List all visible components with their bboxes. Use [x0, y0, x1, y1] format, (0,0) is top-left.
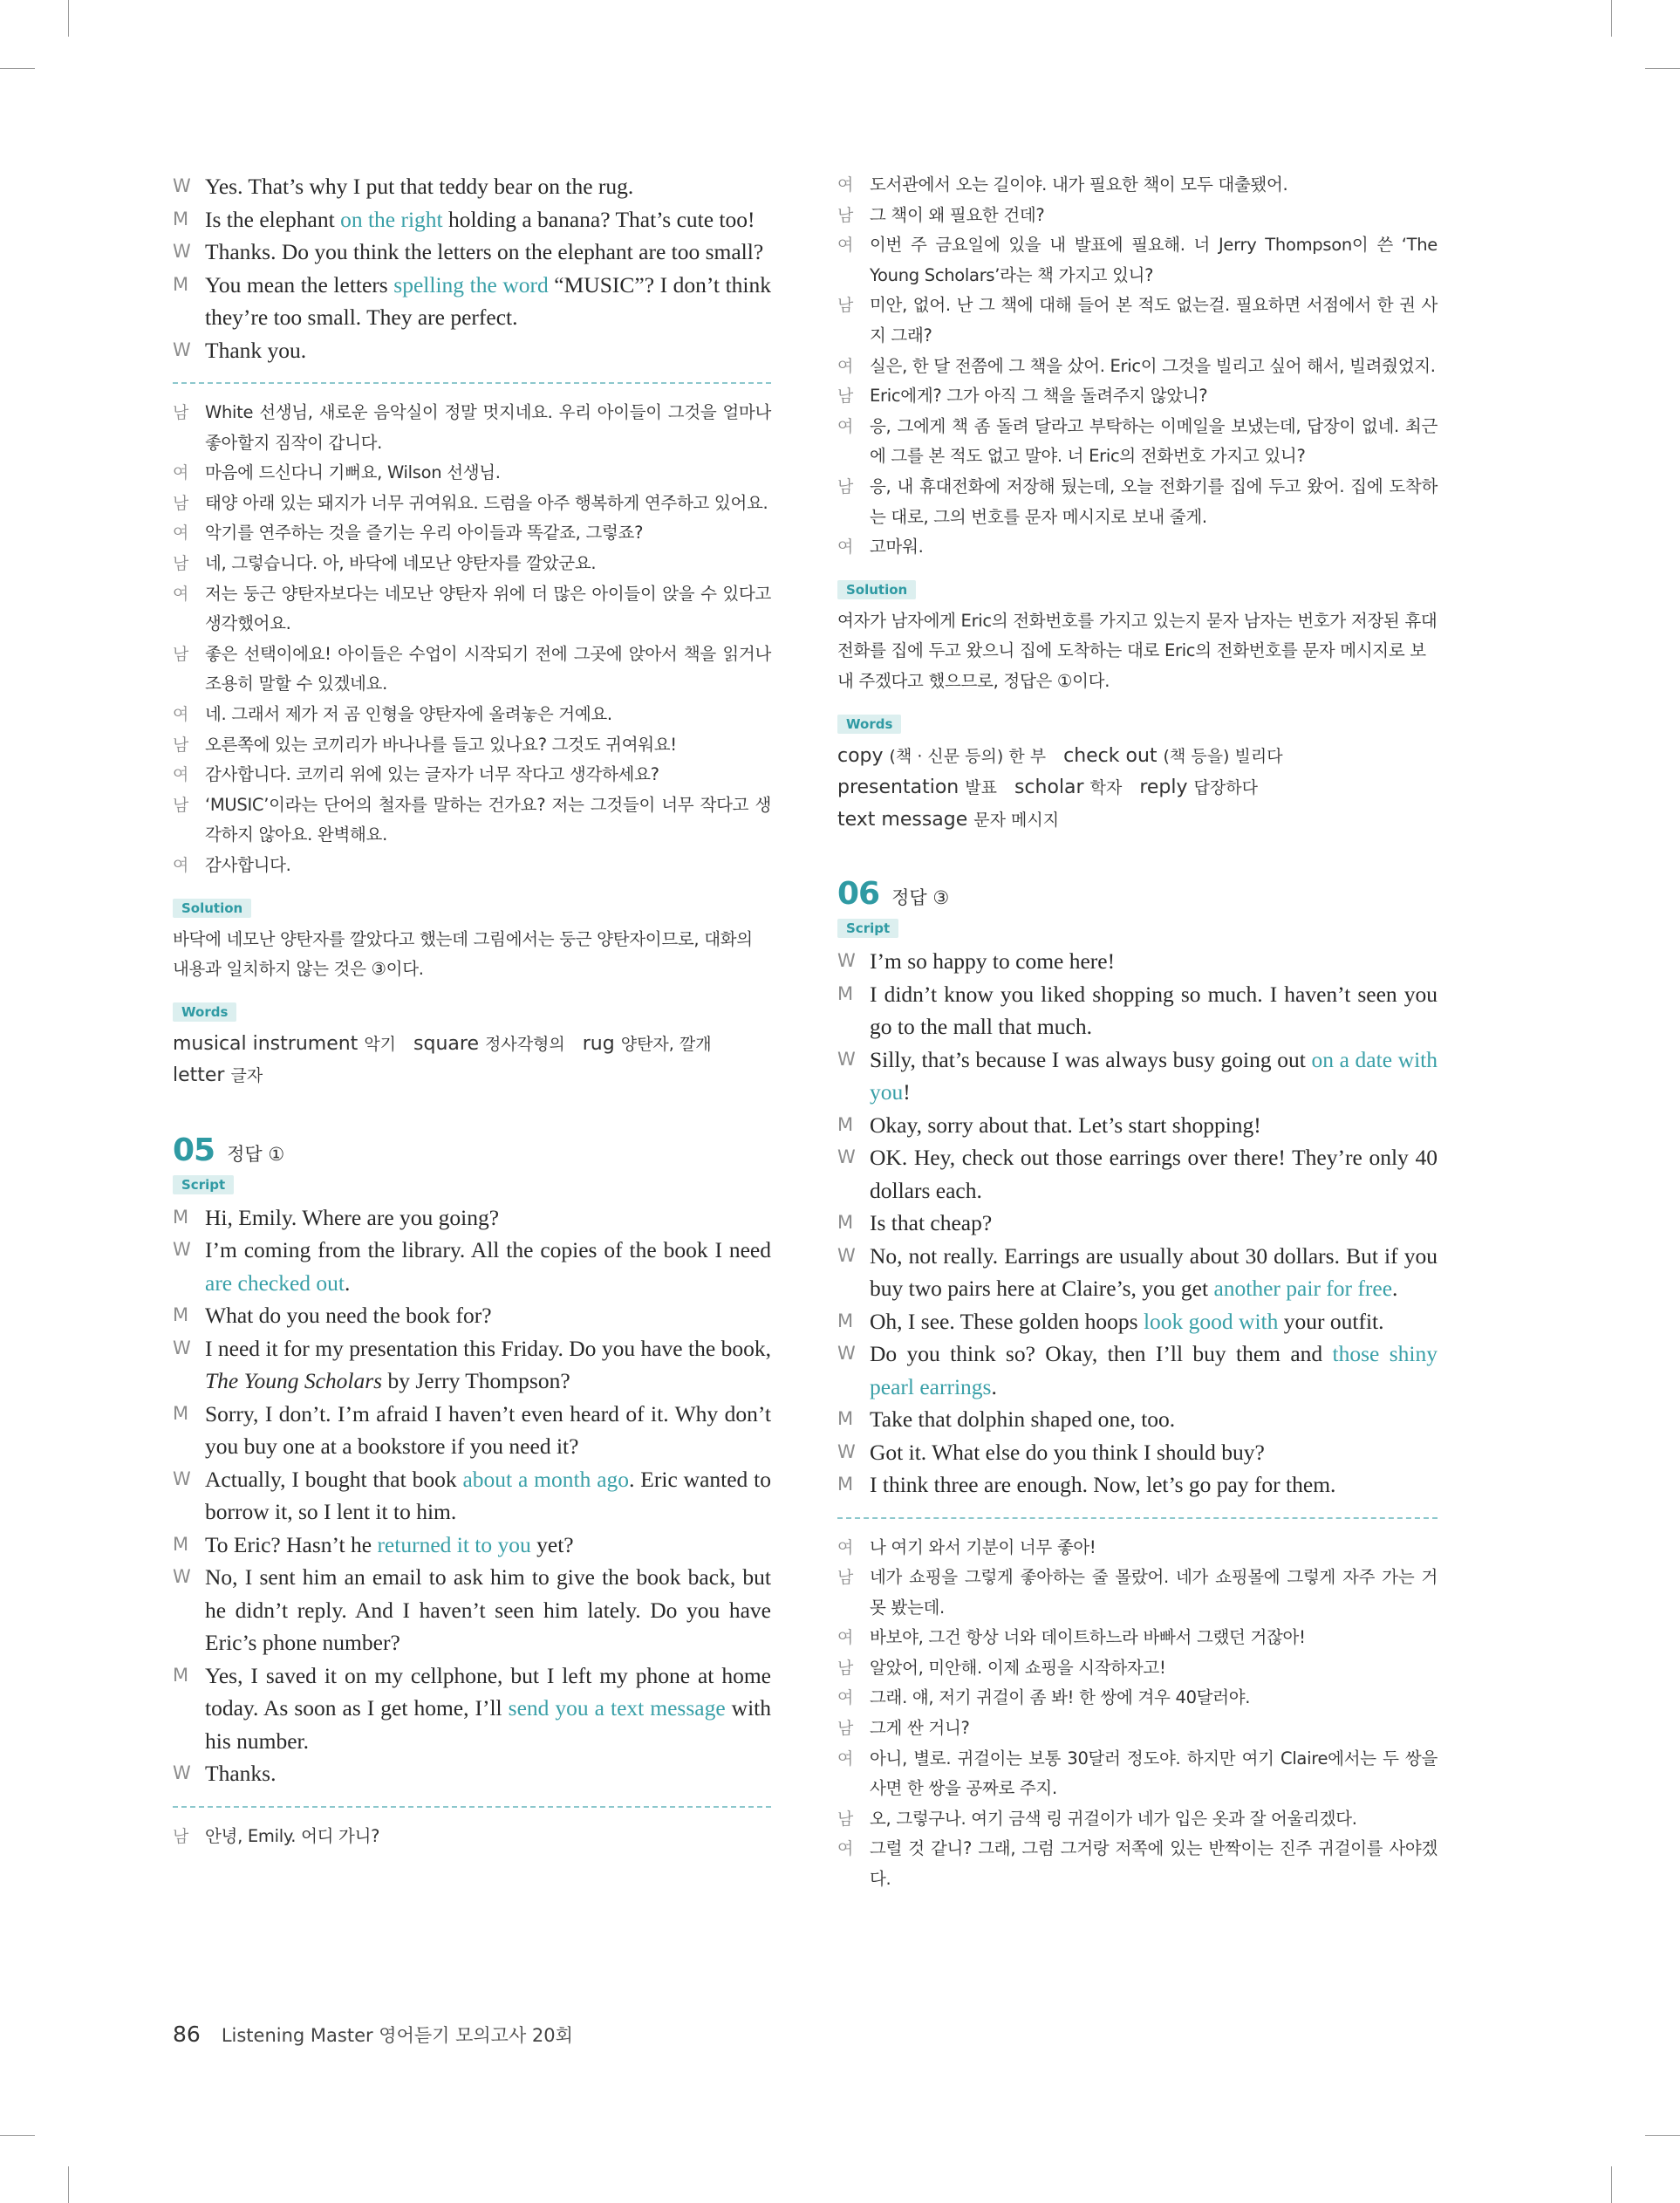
speaker-label: 남 [837, 296, 854, 316]
word-meaning: (책 · 신문 등의) 한 부 [889, 746, 1047, 766]
translation-text: 아니, 별로. 귀걸이는 보통 30달러 정도야. 하지만 여기 Claire에서는 두 쌍을 사면 한 쌍을 공짜로 주지. [870, 1748, 1438, 1799]
solution-label: Solution [173, 899, 251, 918]
speaker-label: M [173, 1664, 189, 1686]
key-phrase: about a month ago [462, 1466, 630, 1492]
script [173, 1201, 771, 1790]
translation-text: 미안, 없어. 난 그 책에 대해 들어 본 적도 없는걸. 필요하면 서점에서 한 권 사지 그래? [870, 295, 1438, 346]
dialog-text: Is the elephant [205, 206, 341, 232]
translation-text: 마음에 드신다니 기뻐요, Wilson 선생님. [205, 462, 501, 483]
dialog-text: . [1392, 1276, 1398, 1301]
translation-line [837, 1804, 1438, 1835]
translation-text: 그 책이 왜 필요한 건데? [870, 204, 1045, 225]
dialog-line [173, 334, 771, 367]
translation-text: 응, 그에게 책 좀 돌려 달라고 부탁하는 이메일을 보냈는데, 답장이 없네. 최근에 그를 본 적도 없고 말야. 너 Eric의 전화번호 가지고 있니? [870, 415, 1438, 467]
key-phrase: are checked out [205, 1269, 345, 1296]
dialog-text: Hi, Emily. Where are you going? [205, 1204, 500, 1230]
words-list [173, 1029, 771, 1092]
speaker-label: W [173, 1566, 191, 1588]
translation-line [173, 730, 771, 761]
dialog-text: Thanks. Do you think the letters on the elephant are too small? [205, 239, 764, 264]
translation-line [173, 700, 771, 730]
page-number: 86 [173, 2022, 201, 2047]
translation-text: 저는 둥근 양탄자보다는 네모난 양탄자 위에 더 많은 아이들이 앉을 수 있다고 생각했어요. [205, 583, 771, 634]
speaker-label: 여 [837, 537, 854, 558]
key-phrase: spelling the word [393, 271, 549, 298]
dialog-text: Silly, that’s because I was always busy going out [870, 1046, 1312, 1072]
speaker-label: 여 [173, 463, 189, 483]
word-meaning: 정사각형의 [484, 1034, 565, 1054]
translation-text: 안녕, Emily. 어디 가니? [205, 1825, 380, 1846]
dialog-line [837, 1109, 1438, 1142]
translation-line [837, 1683, 1438, 1714]
translation-line [837, 472, 1438, 532]
speaker-label: M [837, 1212, 854, 1233]
speaker-label: 남 [837, 1719, 854, 1739]
speaker-label: W [173, 1337, 191, 1358]
words-row [837, 804, 1438, 837]
speaker-label: M [837, 1474, 854, 1495]
speaker-label: 여 [837, 1748, 854, 1769]
dialog-text: I need it for my presentation this Friday. Do you have the book, [205, 1335, 771, 1361]
speaker-label: 여 [837, 416, 854, 436]
speaker-label: 여 [173, 584, 189, 604]
translation-line [173, 760, 771, 790]
translation-text: 알았어, 미안해. 이제 쇼핑을 시작하자고! [870, 1657, 1166, 1678]
word-meaning: 글자 [230, 1066, 263, 1086]
dialog-line [173, 1529, 771, 1562]
speaker-label: W [837, 950, 856, 971]
dialog-text: your outfit. [1278, 1308, 1384, 1334]
speaker-label: M [173, 208, 189, 229]
word-meaning: 답장하다 [1193, 778, 1258, 797]
crop-mark [1611, 2166, 1612, 2203]
speaker-label: 여 [173, 523, 189, 544]
translation-text: White 선생님, 새로운 음악실이 정말 멋지네요. 우리 아이들이 그것을 얼마나 좋아할지 짐작이 갑니다. [205, 402, 771, 453]
dialog-line [837, 1141, 1438, 1207]
dialog-text: . Eric wanted to borrow it, so I lent it to him. [205, 1466, 772, 1525]
dialog-line [173, 1398, 771, 1463]
translation-text: 나 여기 와서 기분이 너무 좋아! [870, 1536, 1096, 1557]
translation-line [837, 1744, 1438, 1804]
dialog-text: Thanks. [205, 1761, 277, 1787]
dialog-text: Thank you. [205, 337, 307, 363]
translation [173, 398, 771, 881]
speaker-label: 남 [837, 476, 854, 496]
dialog-text: Got it. What else do you think I should buy? [870, 1439, 1265, 1465]
translation-line [173, 790, 771, 851]
speaker-label: 남 [173, 735, 189, 755]
translation-line [837, 532, 1438, 563]
speaker-label: 남 [173, 644, 189, 664]
dialog-line [173, 1757, 771, 1790]
dialog-text: Do you think so? Okay, then I’ll buy them and [870, 1341, 1333, 1366]
translation-text: 고마워. [870, 537, 924, 558]
translation-text: 이번 주 금요일에 있을 내 발표에 필요해. 너 Jerry Thompson이 쓴 ‘The Young Scholars’라는 책 가지고 있니? [870, 235, 1438, 285]
speaker-label: 남 [837, 1658, 854, 1678]
dialog-line [173, 1659, 771, 1758]
translation-text: 도서관에서 오는 길이야. 내가 필요한 책이 모두 대출됐어. [870, 174, 1288, 195]
translation-text: 실은, 한 달 전쯤에 그 책을 샀어. Eric이 그것을 빌리고 싶어 해서, 빌려줬었지. [870, 355, 1436, 376]
translation-line [173, 549, 771, 579]
word-term: musical instrument [173, 1032, 359, 1055]
words-row [837, 741, 1438, 773]
translation-text: 감사합니다. 코끼리 위에 있는 글자가 너무 작다고 생각하세요? [205, 764, 659, 785]
crop-mark [0, 68, 35, 69]
dialog-line [837, 1338, 1438, 1403]
dialog-text: ! [903, 1079, 911, 1105]
words-row [837, 772, 1438, 804]
speaker-label: W [173, 241, 191, 262]
word-meaning: 양탄자, 깔개 [620, 1034, 712, 1054]
translation-line [173, 518, 771, 549]
speaker-label: W [837, 1048, 856, 1070]
question-header [173, 1132, 771, 1168]
translation-text: 오, 그렇구나. 여기 금색 링 귀걸이가 네가 입은 옷과 잘 어울리겠다. [870, 1808, 1357, 1829]
speaker-label: 여 [837, 175, 854, 195]
dialog-line [837, 978, 1438, 1043]
dialog-line [173, 269, 771, 334]
speaker-label: M [173, 1402, 189, 1424]
translation-line [173, 489, 771, 519]
translation-text: 악기를 연주하는 것을 즐기는 우리 아이들과 똑같죠, 그렇죠? [205, 523, 644, 544]
key-phrase: on the right [340, 206, 443, 232]
solution-label: Solution [837, 580, 916, 599]
word-term: check out [1063, 744, 1158, 767]
dialog-line [837, 1468, 1438, 1502]
speaker-label: M [173, 1206, 189, 1228]
dialog-text: No, not really. Earrings are usually about 30 dollars. But if you buy two pairs here at Claire’s, you get [870, 1242, 1438, 1301]
speaker-label: 여 [837, 1628, 854, 1648]
dialog-text: Sorry, I don’t. I’m afraid I haven’t even heard of it. Why don’t you buy one at a bookstore if you need it? [205, 1400, 771, 1460]
dialog-text: “MUSIC”? I don’t think they’re too small. They are perfect. [205, 271, 771, 330]
words-row [173, 1029, 771, 1061]
dialog-line [173, 203, 771, 236]
dialog-line [837, 1043, 1438, 1109]
translation-text: 네가 쇼핑을 그렇게 좋아하는 줄 몰랐어. 네가 쇼핑몰에 그렇게 자주 가는 거 못 봤는데. [870, 1567, 1438, 1618]
solution-text: 바닥에 네모난 양탄자를 깔았다고 했는데 그림에서는 둥근 양탄자이므로, 대화의 내용과 일치하지 않는 것은 ③이다. [173, 928, 753, 980]
translation-line [837, 412, 1438, 472]
script-continued [173, 170, 771, 366]
translation-line [173, 640, 771, 700]
dialog-text: OK. Hey, check out those earrings over there! They’re only 40 dollars each. [870, 1145, 1438, 1203]
words-list [837, 741, 1438, 837]
translation-line [837, 1623, 1438, 1653]
word-meaning: 발표 [965, 778, 997, 797]
translation-line [837, 1533, 1438, 1563]
speaker-label: 남 [173, 1826, 189, 1846]
translation-line [173, 1822, 771, 1852]
dialog-text: Actually, I bought that book [205, 1466, 463, 1492]
crop-mark [1611, 0, 1612, 37]
dialog-line [837, 1403, 1438, 1436]
translation-line [837, 291, 1438, 351]
speaker-label: W [837, 1146, 856, 1167]
dashed-divider [173, 382, 771, 384]
dialog-line [173, 1201, 771, 1235]
crop-mark [1645, 2135, 1680, 2136]
words-row [173, 1060, 771, 1092]
key-phrase: another pair for free [1213, 1276, 1393, 1301]
translation-text: 좋은 선택이에요! 아이들은 수업이 시작되기 전에 그곳에 앉아서 책을 읽거나 조용히 말할 수 있겠네요. [205, 643, 771, 694]
key-phrase: send you a text message [508, 1695, 726, 1721]
left-column [173, 170, 771, 1851]
speaker-label: 여 [837, 1688, 854, 1708]
speaker-label: 남 [837, 387, 854, 407]
words-label: Words [173, 1002, 236, 1022]
crop-mark [68, 0, 69, 37]
dialog-text: You mean the letters [205, 271, 394, 298]
translation-text: ‘MUSIC’이라는 단어의 철자를 말하는 건가요? 저는 그것들이 너무 작다고 생각하지 않아요. 완벽해요. [205, 794, 771, 845]
crop-mark [68, 2166, 69, 2203]
translation-line [837, 1834, 1438, 1894]
translation-text: 오른쪽에 있는 코끼리가 바나나를 들고 있나요? 그것도 귀여워요! [205, 734, 677, 755]
speaker-label: W [173, 175, 191, 196]
dashed-divider [837, 1517, 1438, 1519]
answer-label: 정답 ① [227, 1143, 285, 1165]
translation-text: 감사합니다. [205, 854, 291, 875]
dialog-line [837, 1240, 1438, 1305]
book-title: Listening Master 영어듣기 모의고사 20회 [221, 2025, 573, 2046]
translation-text: 그게 싼 거니? [870, 1718, 970, 1739]
dialog-line [837, 945, 1438, 978]
word-term: presentation [837, 777, 960, 798]
dialog-line [173, 1234, 771, 1299]
speaker-label: 여 [173, 765, 189, 785]
dialog-line [173, 236, 771, 269]
speaker-label: W [173, 1239, 191, 1261]
speaker-label: 남 [173, 403, 189, 422]
script [837, 945, 1438, 1502]
speaker-label: M [173, 1304, 189, 1326]
translation-line [837, 1653, 1438, 1684]
translation-line [837, 230, 1438, 291]
translation-line [837, 170, 1438, 201]
dialog-text: Okay, sorry about that. Let’s start shopping! [870, 1112, 1261, 1138]
dialog-text: Yes. That’s why I put that teddy bear on the rug. [205, 174, 634, 199]
translation-text: 응, 내 휴대전화에 저장해 뒀는데, 오늘 전화기를 집에 두고 왔어. 집에 도착하는 대로, 그의 번호를 문자 메시지로 보내 줄게. [870, 475, 1438, 527]
translation-text: 바보야, 그건 항상 너와 데이트하느라 바빠서 그랬던 거잖아! [870, 1627, 1306, 1648]
speaker-label: W [837, 1244, 856, 1266]
translation-line [837, 381, 1438, 412]
speaker-label: 남 [173, 553, 189, 573]
word-term: text message [837, 808, 968, 831]
speaker-label: M [837, 1408, 854, 1429]
dialog-text: Take that dolphin shaped one, too. [870, 1406, 1176, 1432]
key-phrase: on a date with you [870, 1046, 1438, 1105]
dialog-text: holding a banana? That’s cute too! [442, 206, 755, 232]
dialog-text: I’m so happy to come here! [870, 948, 1116, 974]
crop-mark [0, 2135, 35, 2136]
speaker-label: 여 [173, 855, 189, 875]
dialog-text: with his number. [205, 1695, 772, 1754]
speaker-label: 남 [173, 795, 189, 815]
dialog-line [173, 1332, 771, 1398]
word-meaning: 학자 [1089, 778, 1123, 797]
dialog-text: I think three are enough. Now, let’s go pay for them. [870, 1472, 1336, 1497]
dialog-text: I’m coming from the library. All the copies of the book I need [205, 1237, 771, 1263]
translation-text: 그래. 얘, 저기 귀걸이 좀 봐! 한 쌍에 겨우 40달러야. [870, 1687, 1251, 1708]
speaker-label: 여 [837, 1839, 854, 1859]
dialog-text: What do you need the book for? [205, 1303, 492, 1329]
dialog-line [173, 170, 771, 203]
dialog-text: . [345, 1269, 351, 1296]
dialog-text: To Eric? Hasn’t he [205, 1531, 378, 1557]
translation [837, 1533, 1438, 1895]
dialog-line [837, 1436, 1438, 1469]
speaker-label: W [173, 1468, 191, 1489]
translation-continued [837, 170, 1438, 563]
dialog-text: The Young Scholars [205, 1368, 383, 1394]
translation [173, 1822, 771, 1852]
dialog-text: Oh, I see. These golden hoops [870, 1308, 1144, 1334]
speaker-label: 여 [837, 356, 854, 376]
dialog-text: by Jerry Thompson? [382, 1368, 570, 1394]
translation-line [173, 851, 771, 881]
dashed-divider [173, 1806, 771, 1808]
dialog-text: No, I sent him an email to ask him to give the book back, but he didn’t reply. And I haven’t seen him lately. Do you have Eric’s phone number? [205, 1564, 771, 1656]
speaker-label: 여 [173, 704, 189, 724]
speaker-label: M [173, 273, 189, 295]
word-term: rug [582, 1032, 615, 1055]
word-term: copy [837, 744, 884, 767]
speaker-label: 여 [837, 1537, 854, 1557]
speaker-label: W [173, 339, 191, 360]
answer-label: 정답 ③ [891, 887, 950, 908]
right-column [837, 170, 1438, 1895]
key-phrase: returned it to you [377, 1531, 531, 1557]
speaker-label: M [837, 982, 854, 1004]
translation-text: 그럴 것 같니? 그래, 그럼 그거랑 저쪽에 있는 반짝이는 진주 귀걸이를 사야겠다. [870, 1838, 1438, 1890]
crop-mark [1645, 68, 1680, 69]
question-number: 05 [173, 1132, 215, 1168]
word-term: reply [1139, 777, 1188, 798]
word-meaning: 악기 [364, 1034, 397, 1054]
translation-text: 태양 아래 있는 돼지가 너무 귀여워요. 드럼을 아주 행복하게 연주하고 있어요. [205, 492, 768, 513]
speaker-label: 여 [837, 236, 854, 256]
dialog-text: . [991, 1373, 997, 1399]
translation-line [173, 579, 771, 640]
script-label: Script [173, 1175, 234, 1194]
translation-text: 네, 그렇습니다. 아, 바닥에 네모난 양탄자를 깔았군요. [205, 552, 597, 573]
question-header [837, 876, 1438, 912]
translation-line [173, 398, 771, 458]
word-term: letter [173, 1064, 225, 1087]
solution-text: 여자가 남자에게 Eric의 전화번호를 가지고 있는지 묻자 남자는 번호가 저장된 휴대전화를 집에 두고 왔으니 집에 도착하는 대로 Eric의 전화번호를 문자 메시지로 보내 주겠다고 했으므로, 정답은 ①이다. [837, 610, 1438, 691]
speaker-label: 남 [173, 493, 189, 513]
speaker-label: M [837, 1310, 854, 1331]
dialog-line [837, 1207, 1438, 1240]
dialog-line [173, 1299, 771, 1332]
question-number: 06 [837, 876, 880, 912]
speaker-label: 남 [837, 1568, 854, 1588]
key-phrase: look good with [1143, 1308, 1279, 1334]
script-label: Script [837, 919, 898, 938]
speaker-label: W [837, 1343, 856, 1364]
translation-text: 네. 그래서 제가 저 곰 인형을 양탄자에 올려놓은 거예요. [205, 703, 612, 724]
translation-line [837, 201, 1438, 231]
dialog-text: I didn’t know you liked shopping so much. I haven’t seen you go to the mall that much. [870, 981, 1438, 1039]
translation-line [837, 352, 1438, 382]
dialog-text: Yes, I saved it on my cellphone, but I left my phone at home today. As soon as I get home, I’ll [205, 1662, 771, 1721]
speaker-label: 남 [837, 205, 854, 225]
words-label: Words [837, 715, 901, 734]
speaker-label: 남 [837, 1809, 854, 1829]
translation-text: Eric에게? 그가 아직 그 책을 돌려주지 않았니? [870, 386, 1208, 407]
word-meaning: (책 등을) 빌리다 [1163, 746, 1283, 766]
speaker-label: W [837, 1440, 856, 1462]
dialog-line [837, 1305, 1438, 1338]
dialog-line [173, 1463, 771, 1529]
translation-line [837, 1714, 1438, 1744]
dialog-text: yet? [530, 1531, 574, 1557]
speaker-label: W [173, 1762, 191, 1784]
dialog-text: Is that cheap? [870, 1210, 993, 1235]
speaker-label: M [837, 1113, 854, 1135]
translation-line [173, 458, 771, 489]
word-meaning: 문자 메시지 [973, 810, 1060, 830]
translation-line [837, 1563, 1438, 1623]
dialog-line [173, 1561, 771, 1659]
key-phrase: those shiny pearl earrings [870, 1341, 1438, 1399]
speaker-label: M [173, 1533, 189, 1555]
word-term: scholar [1014, 777, 1084, 798]
page-footer [173, 2022, 573, 2048]
word-term: square [413, 1032, 479, 1055]
